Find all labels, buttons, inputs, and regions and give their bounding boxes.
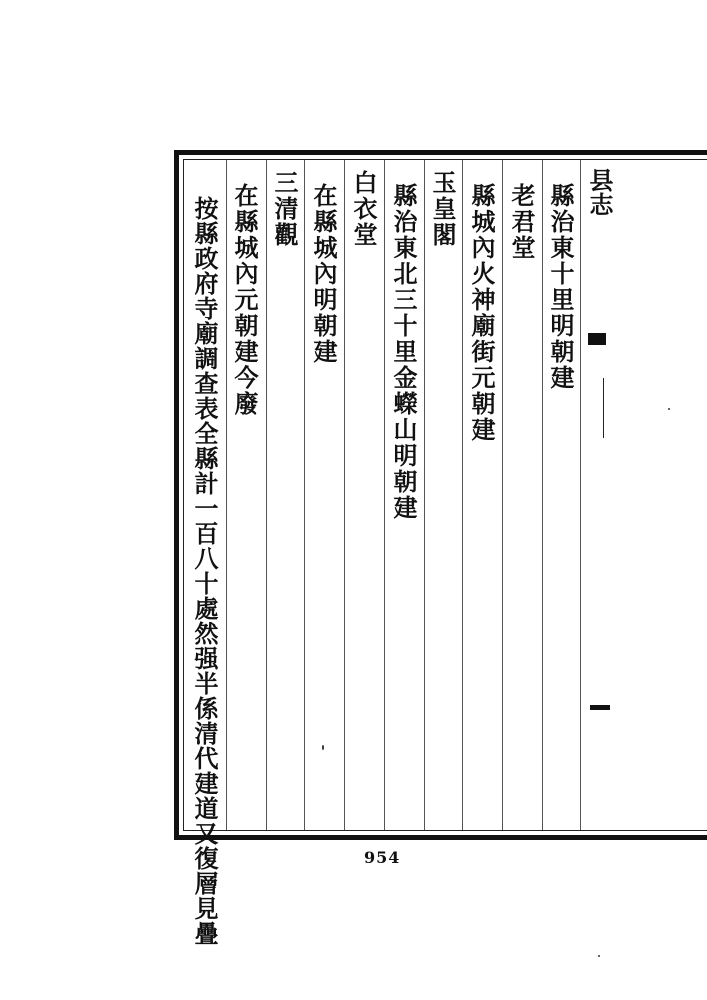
column-rule — [304, 160, 305, 830]
temple-name: 玉皇閣 — [428, 170, 457, 248]
column-rule — [266, 160, 267, 830]
page-number: 954 — [364, 848, 401, 867]
temple-name: 白衣堂 — [349, 170, 378, 248]
temple-name: 三清觀 — [270, 170, 299, 248]
entry-location: 縣治東十里明朝建 — [546, 183, 575, 391]
column-rule — [384, 160, 385, 830]
column-rule — [344, 160, 345, 830]
header-ink-block — [588, 333, 606, 345]
header-side-bar — [590, 705, 610, 710]
column-rule — [580, 160, 581, 830]
column-rule — [424, 160, 425, 830]
running-header: 县志 — [585, 168, 614, 216]
scan-speck — [322, 745, 324, 750]
scan-speck — [668, 408, 670, 410]
column-rule — [226, 160, 227, 830]
note-text: 按縣政府寺廟調查表全縣計一百八十處然强半係清代建道又復層見疊 — [190, 196, 219, 946]
column-rule — [542, 160, 543, 830]
scan-speck — [598, 955, 600, 957]
temple-name: 老君堂 — [507, 183, 536, 261]
entry-location: 縣治東北三十里金蠑山明朝建 — [389, 183, 418, 521]
column-rule — [502, 160, 503, 830]
header-tick-rule — [603, 378, 604, 438]
entry-location: 在縣城內明朝建 — [309, 183, 338, 365]
entry-location: 在縣城內元朝建今廢 — [230, 183, 259, 417]
inner-border — [183, 159, 707, 831]
column-rule — [462, 160, 463, 830]
entry-location: 縣城內火神廟街元朝建 — [467, 183, 496, 443]
